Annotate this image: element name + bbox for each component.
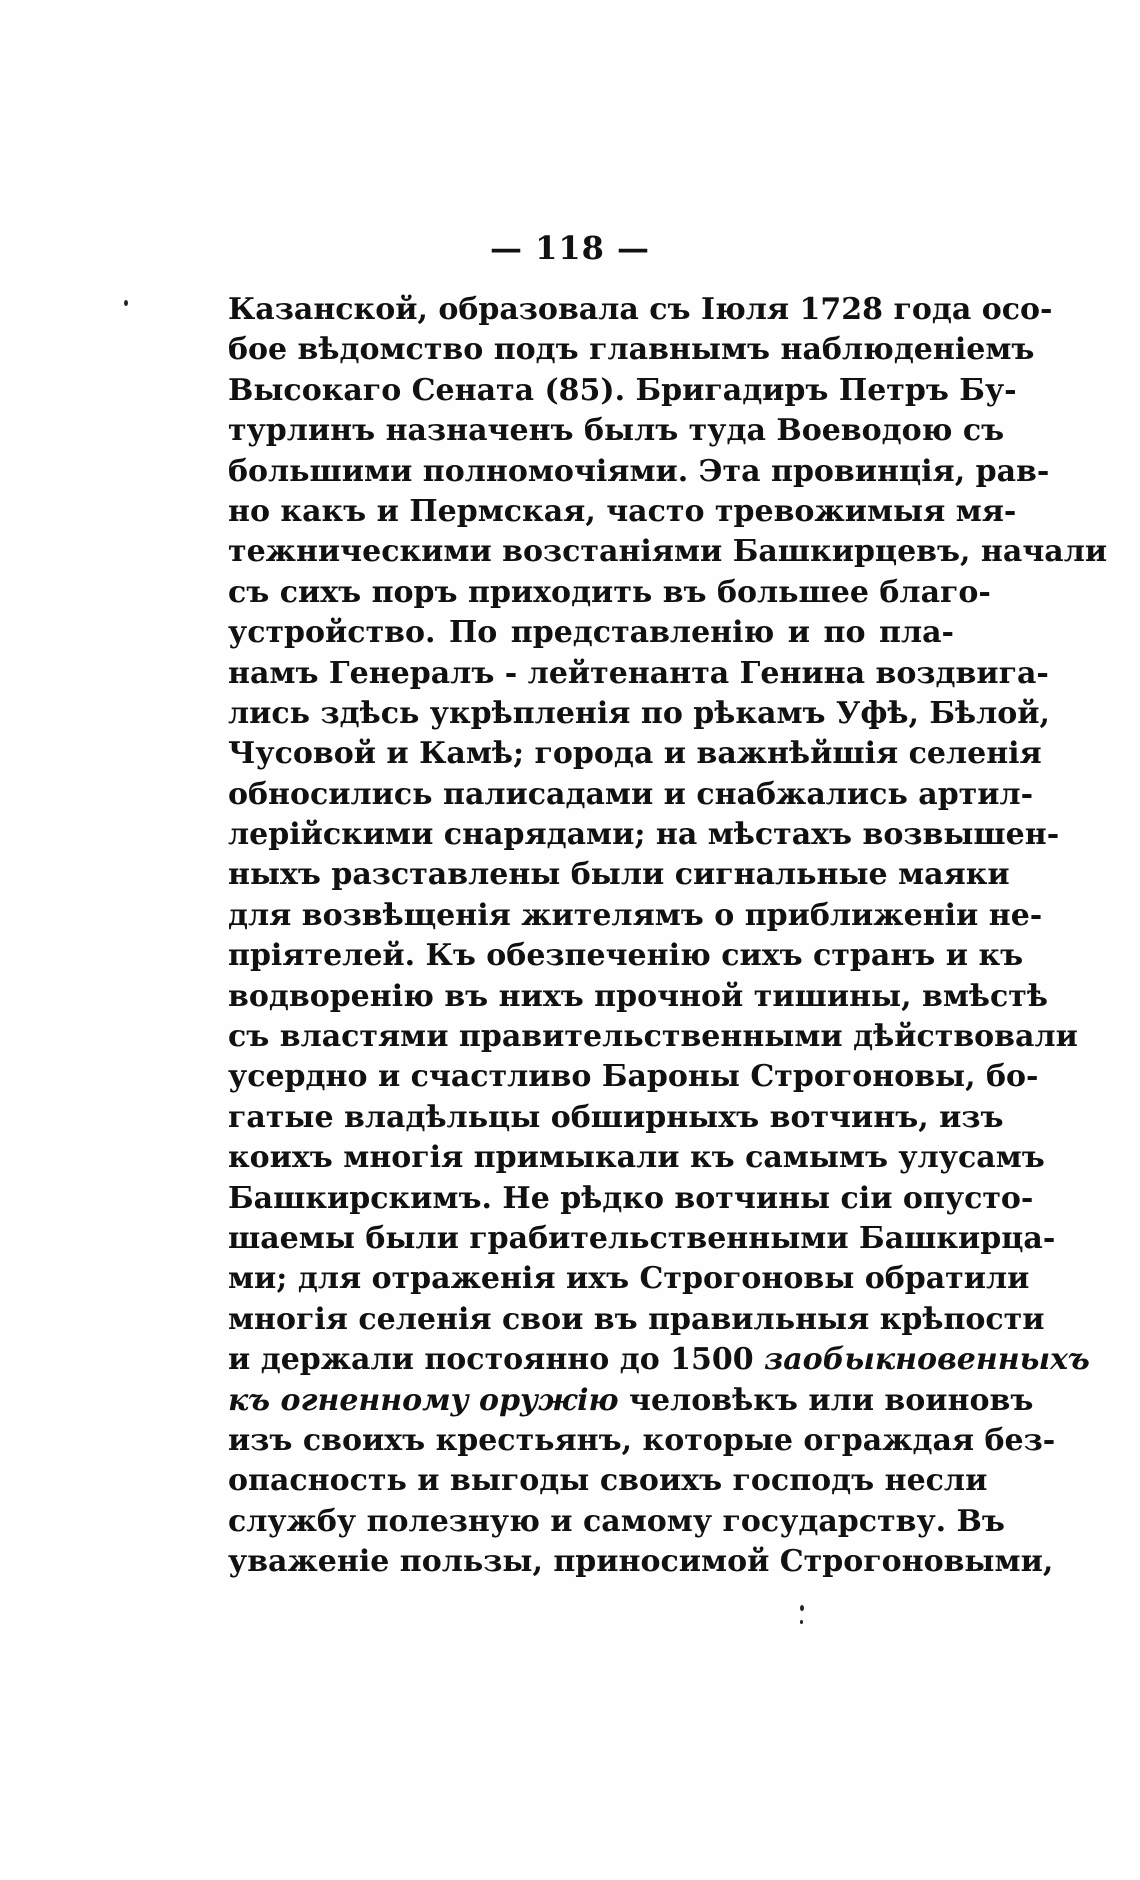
text-line: съ сихъ поръ приходить въ большее благо- [228, 574, 991, 610]
text-line: опасность и выгоды своихъ господъ несли [228, 1463, 988, 1499]
text-line: Казанской, образовала съ Іюля 1728 года осо- [228, 292, 1053, 327]
italic-segment: къ огненному оружію [228, 1382, 619, 1418]
text-line: но какъ и Пермская, часто тревожимыя мя- [228, 493, 1017, 529]
text-line: уваженіе пользы, приносимой Строгоновыми, [228, 1544, 1054, 1580]
text-line: турлинъ назначенъ былъ туда Воеводою съ [228, 413, 1005, 449]
italic-segment: заобыкновенныхъ [764, 1342, 1090, 1378]
text-line: лерійскими снарядами; на мѣстахъ возвышен- [228, 817, 1060, 853]
text-line: шаемы были грабительственными Башкирца- [228, 1220, 1056, 1256]
text-line: гатые владѣльцы обширныхъ вотчинъ, изъ [228, 1099, 1004, 1135]
text-line: тежническими возстаніями Башкирцевъ, начали [228, 534, 1108, 570]
text-segment: и держали постоянно до 1500 [228, 1342, 765, 1378]
text-line: ныхъ разставлены были сигнальные маяки [228, 857, 1010, 893]
text-line: намъ Генералъ - лейтенанта Генина воздвига- [228, 655, 1049, 691]
text-line: обносились палисадами и снабжались артил- [228, 776, 1034, 812]
text-line: Чусовой и Камѣ; города и важнѣйшія селенія [228, 736, 1042, 772]
text-line: службу полезную и самому государству. Въ [228, 1503, 1005, 1539]
text-line: усердно и счастливо Бароны Строгоновы, бо- [228, 1059, 1039, 1095]
text-line: Башкирскимъ. Не рѣдко вотчины сіи опусто- [228, 1180, 1034, 1216]
text-line: для возвѣщенія жителямъ о приближеніи не- [228, 897, 1043, 933]
text-line: бое вѣдомство подъ главнымъ наблюденіемъ [228, 332, 1035, 368]
text-line: большими полномочіями. Эта провинція, рав- [228, 453, 1050, 489]
text-line: съ властями правительственными дѣйствовали [228, 1019, 1078, 1055]
print-speck [800, 1620, 803, 1624]
text-segment: человѣкъ или воиновъ [618, 1382, 1034, 1418]
text-line: многія селенія свои въ правильныя крѣпости [228, 1301, 1045, 1337]
text-line: ми; для отраженія ихъ Строгоновы обратили [228, 1261, 1030, 1297]
text-line: коихъ многія примыкали къ самымъ улусамъ [228, 1140, 1045, 1176]
print-speck [800, 1605, 804, 1611]
text-line: Высокаго Сената (85). Бригадиръ Петръ Бу- [228, 372, 1017, 408]
text-line: устройство. По представленію и по пла- [228, 615, 954, 651]
body-text [228, 290, 1108, 1583]
text-line-mixed [228, 1381, 1034, 1421]
text-line-mixed [228, 1340, 1090, 1380]
text-line: изъ своихъ крестьянъ, которые ограждая без- [228, 1422, 1056, 1458]
text-line: лись здѣсь укрѣпленія по рѣкамъ Уфѣ, Бѣлой, [228, 695, 1050, 731]
page-number: — 118 — [489, 229, 651, 267]
text-line: пріятелей. Къ обезпеченію сихъ странъ и къ [228, 938, 1024, 974]
print-speck [124, 300, 128, 306]
text-line: водворенію въ нихъ прочной тишины, вмѣстѣ [228, 978, 1048, 1014]
